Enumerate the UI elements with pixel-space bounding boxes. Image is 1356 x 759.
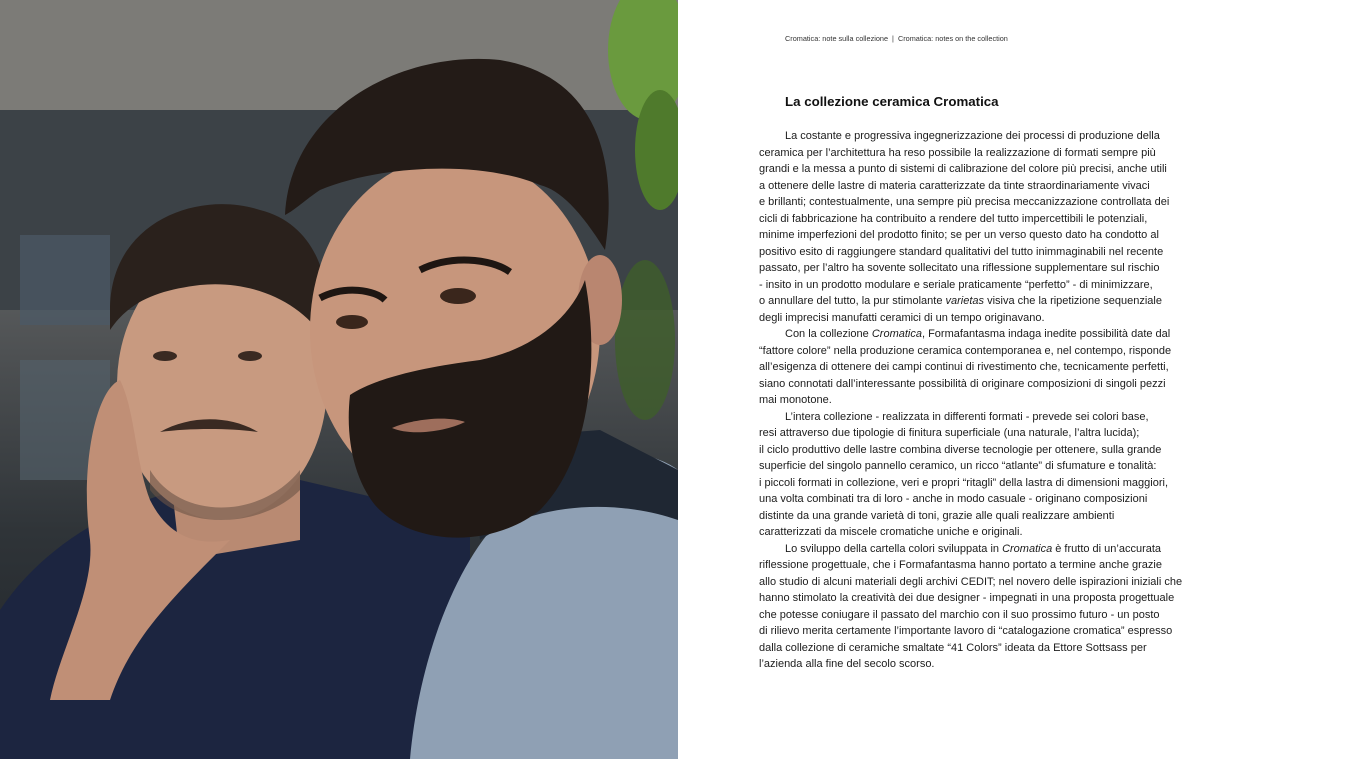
body-line: riflessione progettuale, che i Formafantasma hanno portato a termine anche grazie [759,559,1162,571]
body-line: distinte da una grande varietà di toni, grazie alle quali realizzare ambienti [759,509,1115,522]
window-pane [20,235,110,325]
body-line: mai monotone. [759,394,832,406]
text-run: o annullare del tutto, la pur stimolante [759,295,946,307]
body-line: caratterizzati da miscele cromatiche uniche e originali. [759,526,1023,538]
italic-run: varietas [945,295,985,307]
running-head-italian: Cromatica: note sulla collezione [785,34,889,43]
left-man-eye [238,351,262,361]
body-line: cicli di fabbricazione ha contribuito a rendere del tutto impercettibili le potenziali, [759,212,1148,225]
italic-run: Cromatica [871,328,922,340]
body-line: di rilievo merita certamente l’importante lavoro di “catalogazione cromatica” espresso [759,625,1173,637]
body-line: La costante e progressiva ingegnerizzazione dei processi di produzione della [785,130,1160,142]
body-line: L’intera collezione - realizzata in differenti formati - prevede sei colori base, [785,410,1149,423]
right-man-eye [336,315,368,329]
body-line: i piccoli formati in collezione, veri e propri “ritagli” della lastra di dimensioni maggiori, [759,476,1168,489]
running-head-english: Cromatica: notes on the collection [897,34,1008,43]
body-line: a ottenere delle lastre di materia caratterizzate da tinte straordinariamente vivaci [759,179,1150,192]
body-line: dalla collezione di ceramiche smaltate “41 Colors” ideata da Ettore Sottsass per [759,641,1147,654]
body-line [759,541,1229,558]
body-line: il ciclo produttivo delle lastre combina diverse tecnologie per ottenere, sulla grande [759,443,1162,456]
text-page [678,0,1356,759]
text-run: Con la collezione [785,328,872,340]
italic-run: Cromatica [1002,542,1053,555]
left-man-eye [153,351,177,361]
body-line: hanno stimolato la creatività dei due designer - impegnati in una proposta progettuale [759,592,1175,604]
body-line: superficie del singolo pannello ceramico, un ricco “atlante” di sfumature e tonalità: [759,460,1157,472]
running-head [785,34,1008,43]
body-line: l’azienda alla fine del secolo scorso. [759,658,935,670]
body-line [759,326,1229,343]
body-line: “fattore colore” nella produzione ceramica contemporanea e, nel contempo, risponde [759,344,1172,357]
body-line: allo studio di alcuni materiali degli archivi CEDIT; nel novero delle ispirazioni iniziali che [759,575,1183,588]
body-line: grandi e la messa a punto di sistemi di calibrazione del colore più precisi, anche utili [759,163,1167,175]
foliage [615,260,675,420]
body-line: ceramica per l’architettura ha reso possibile la realizzazione di formati sempre più [759,146,1156,159]
text-run: è frutto di un’accurata [1052,542,1162,555]
body-line: minime imperfezioni del prodotto finito; se per un verso questo dato ha condotto al [759,229,1159,241]
body-line: degli imprecisi manufatti ceramici di un tempo originavano. [759,311,1045,324]
running-head-separator: | [892,34,894,43]
body-line: - insito in un prodotto modulare e seriale praticamente “perfetto” - di minimizzare, [759,278,1153,291]
article-heading: La collezione ceramica Cromatica [785,94,999,109]
text-run: Lo sviluppo della cartella colori sviluppata in [785,542,1003,555]
body-line: passato, per l’altro ha sovente sollecitato una riflessione supplementare sul rischio [759,262,1160,274]
body-line: resi attraverso due tipologie di finitura superficiale (una naturale, l’altra lucida); [759,427,1140,439]
body-line: che potesse coniugare il passato del marchio con il suo prossimo futuro - un posto [759,608,1160,621]
body-line: siano connotati dall’interessante possibilità di originare composizioni di singoli pezzi [759,377,1166,390]
body-line: e brillanti; contestualmente, una sempre più precisa meccanizzazione controllata dei [759,196,1170,208]
body-line: una volta combinati tra di loro - anche in modo casuale - originano composizioni [759,493,1148,505]
text-run: visiva che la ripetizione sequenziale [984,295,1162,307]
article-body [759,128,1229,673]
body-line: all’esigenza di ottenere dei campi continui di rivestimento che, tecnicamente perfetti, [759,361,1169,373]
text-run: , Formafantasma indaga inedite possibilità date dal [921,328,1171,340]
body-line [759,293,1229,310]
body-line: positivo esito di raggiungere standard qualitativi del tutto inimmaginabili nel recente [759,245,1164,258]
right-man-eye [440,288,476,304]
